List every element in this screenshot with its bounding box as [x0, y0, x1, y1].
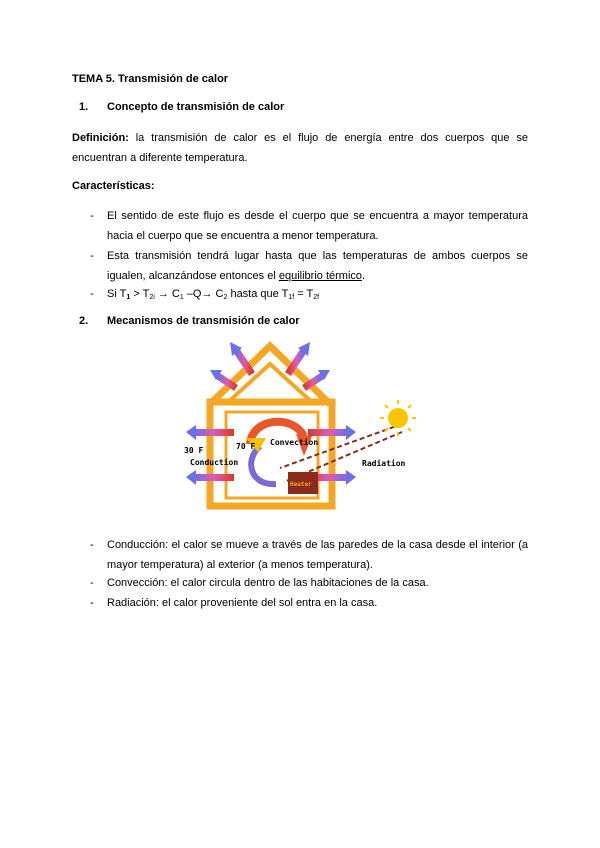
section-2-heading: Mecanismos de transmisión de calor — [107, 315, 300, 327]
label-heater: Heater — [290, 481, 312, 488]
characteristics-label: Características: — [72, 180, 155, 192]
label-radiation: Radiation — [362, 459, 406, 468]
section-2-number: 2. — [79, 315, 89, 327]
label-70f: 70 F — [236, 442, 256, 451]
characteristic-2-line-2 — [107, 266, 528, 286]
bullet-dash: - — [90, 597, 94, 609]
formula-sub: 1f — [288, 294, 295, 301]
mechanism-1-line-2: mayor temperatura) al exterior (a menos temperatura). — [107, 559, 373, 571]
bullet-dash: - — [90, 577, 94, 589]
formula-part: = T — [294, 288, 314, 300]
characteristic-3-formula — [107, 284, 528, 308]
mechanism-1-line-1: Conducción: el calor se mueve a través de las paredes de la casa desde el interior (a — [107, 539, 528, 551]
section-1-number: 1. — [79, 101, 89, 113]
formula-sub: 1 — [179, 294, 184, 301]
characteristic-2-text: igualen, alcanzándose entonces el — [107, 270, 279, 282]
equilibrio-termico-link[interactable]: equilibrio térmico — [278, 270, 363, 282]
mechanism-3: Radiación: el calor proveniente del sol entra en la casa. — [107, 597, 378, 609]
sun-icon — [380, 400, 416, 436]
bullet-dash: - — [90, 210, 94, 222]
definition-line-2: encuentran a diferente temperatura. — [72, 152, 248, 164]
definition-line-1 — [72, 128, 528, 148]
characteristic-2-line-1: Esta transmisión tendrá lugar hasta que las temperaturas de ambos cuerpos se — [107, 250, 528, 262]
formula-sub: 2 — [223, 294, 228, 301]
formula-part: → C — [154, 288, 180, 300]
formula-part: Si T — [107, 288, 127, 300]
label-conduction: Conduction — [190, 458, 239, 467]
bullet-dash: - — [90, 288, 94, 300]
definition-label: Definición: — [72, 132, 129, 144]
bullet-dash: - — [90, 250, 94, 262]
definition-text-1: la transmisión de calor es el flujo de energía entre dos cuerpos que se — [135, 132, 528, 144]
formula-sub: 1 — [126, 294, 131, 301]
label-30f: 30 F — [184, 446, 204, 455]
formula-part: > T — [130, 288, 150, 300]
characteristic-1-line-1: El sentido de este flujo es desde el cuerpo que se encuentra a mayor temperatura — [107, 210, 528, 222]
section-1-heading: Concepto de transmisión de calor — [107, 101, 285, 113]
label-convection: Convection — [270, 438, 319, 447]
period: . — [362, 270, 366, 282]
heat-transfer-diagram — [180, 334, 420, 514]
formula-sub: 2f — [313, 294, 320, 301]
mechanism-2: Convección: el calor circula dentro de las habitaciones de la casa. — [107, 577, 429, 589]
formula-part: –Q→ C — [183, 288, 224, 300]
document-title: TEMA 5. Transmisión de calor — [72, 73, 229, 85]
formula-part: hasta que T — [227, 288, 289, 300]
bullet-dash: - — [90, 539, 94, 551]
formula-sub: 2i — [149, 294, 155, 301]
characteristic-1-line-2: hacia el cuerpo que se encuentra a menor temperatura. — [107, 230, 379, 242]
